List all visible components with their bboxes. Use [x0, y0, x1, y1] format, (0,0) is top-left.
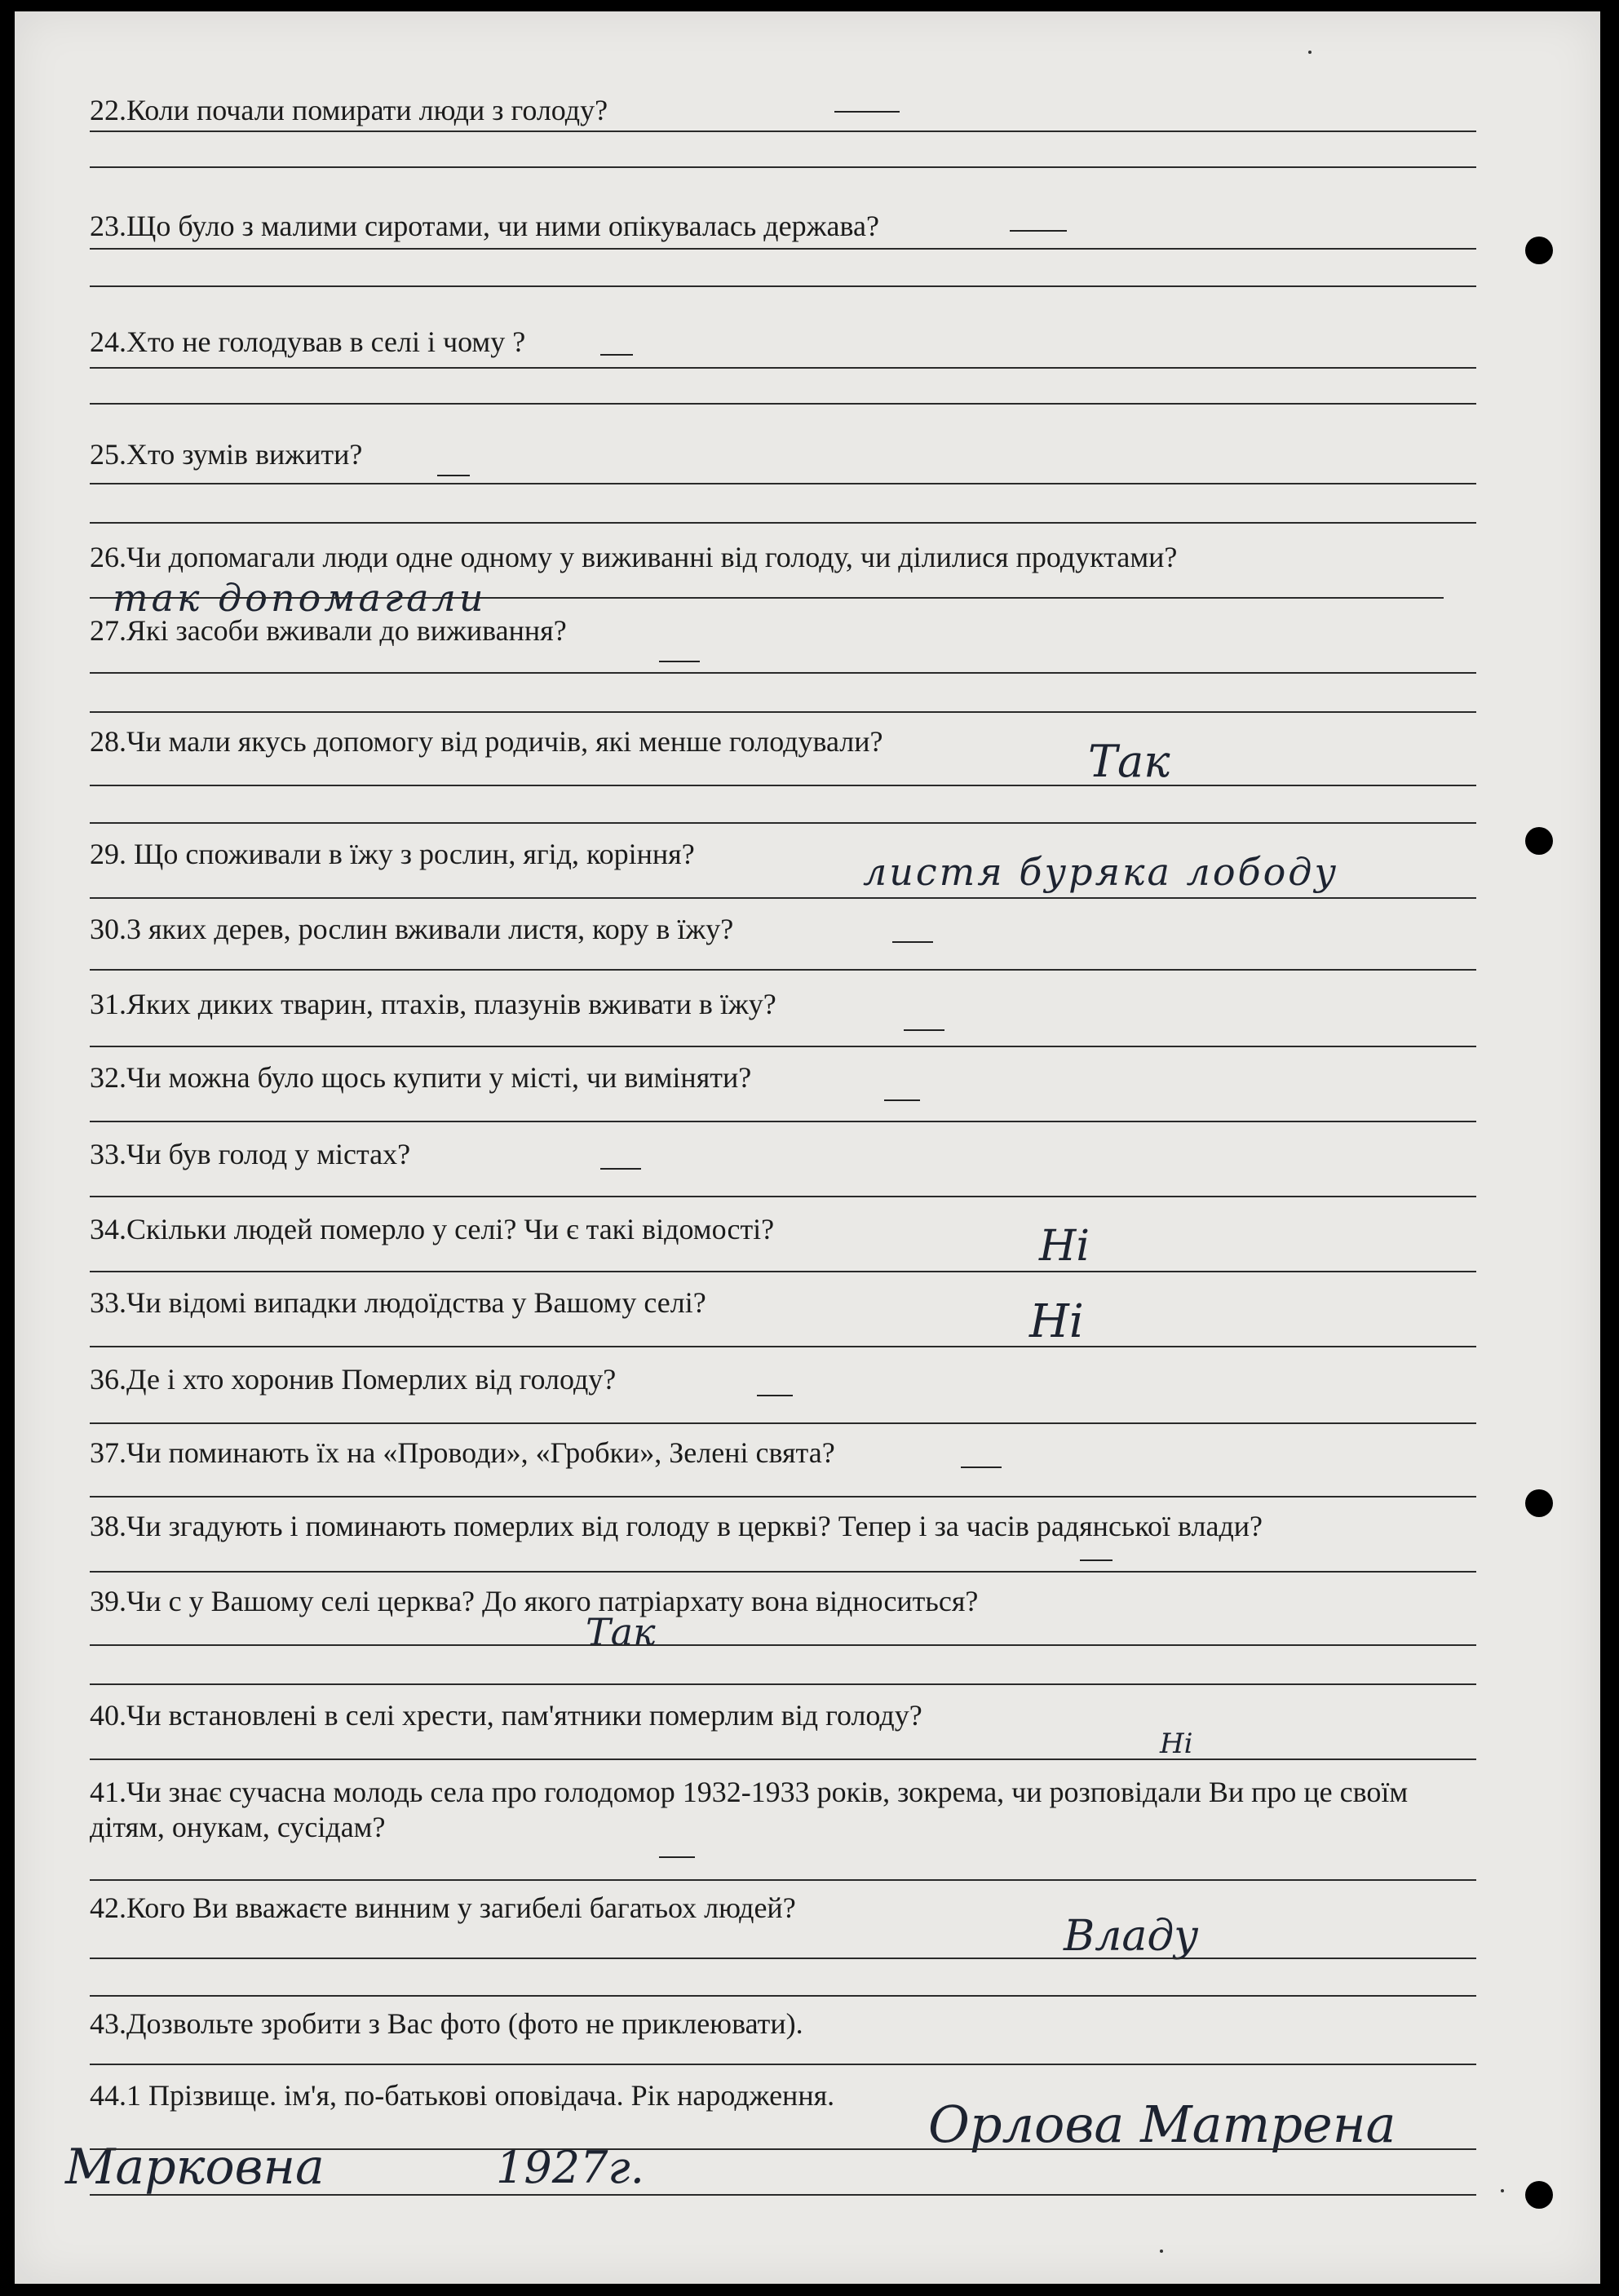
answer-line — [90, 1758, 1476, 1760]
paper-speck — [1160, 2250, 1163, 2253]
answer-line — [90, 897, 1476, 899]
answer-line — [90, 1644, 1476, 1646]
paper-speck — [1308, 51, 1312, 54]
question-31: 31.Яких диких тварин, птахів, плазунів вживати в їжу? — [90, 988, 776, 1020]
answer-line — [90, 597, 1444, 599]
blank-answer-dash — [884, 1099, 920, 1101]
question-43: 43.Дозвольте зробити з Вас фото (фото не приклеювати). — [90, 2007, 803, 2040]
answer-line — [90, 969, 1476, 971]
answer-line — [90, 2064, 1476, 2065]
answer-line — [90, 285, 1476, 287]
answer-29-handwritten: листя буряка лободу — [863, 850, 1339, 894]
answer-line — [90, 1422, 1476, 1424]
blank-answer-dash — [757, 1395, 793, 1396]
answer-44-patronymic-handwritten: Марковна — [65, 2139, 325, 2196]
answer-line — [90, 672, 1476, 674]
blank-answer-dash — [904, 1029, 944, 1031]
blank-answer-dash — [659, 661, 700, 662]
blank-answer-dash — [1080, 1559, 1113, 1561]
punch-hole — [1525, 1489, 1553, 1517]
answer-26-handwritten: так допомагали — [113, 576, 487, 620]
question-28: 28.Чи мали якусь допомогу від родичів, які менше голодували? — [90, 725, 883, 758]
answer-line — [90, 403, 1476, 405]
question-33: 33.Чи був голод у містах? — [90, 1138, 411, 1170]
question-36: 36.Де і хто хоронив Померлих від голоду? — [90, 1363, 617, 1396]
question-26: 26.Чи допомагали люди одне одному у виживанні від голоду, чи ділилися продуктами? — [90, 541, 1178, 573]
answer-40-handwritten: Ні — [1160, 1728, 1193, 1760]
answer-line — [90, 822, 1476, 824]
question-39: 39.Чи с у Вашому селі церква? До якого патріархату вона відноситься? — [90, 1585, 979, 1617]
questionnaire-page — [15, 11, 1600, 2284]
answer-line — [90, 367, 1476, 369]
answer-44-birth-year-handwritten: 1927г. — [496, 2142, 644, 2193]
answer-44-name-handwritten: Орлова Матрена — [928, 2095, 1396, 2154]
answer-line — [90, 1571, 1476, 1573]
blank-answer-dash — [834, 111, 900, 113]
question-24: 24.Хто не голодував в селі і чому ? — [90, 325, 526, 358]
answer-line — [90, 2148, 1476, 2150]
blank-answer-dash — [600, 1168, 641, 1170]
answer-line — [90, 1879, 1476, 1881]
question-30: 30.3 яких дерев, рослин вживали листя, кору в їжу? — [90, 913, 734, 945]
question-38: 38.Чи згадують і поминають померлих від голоду в церкві? Тепер і за часів радянської влади? — [90, 1510, 1263, 1542]
question-22: 22.Коли почали помирати люди з голоду? — [90, 94, 608, 126]
answer-line — [90, 1958, 1476, 1959]
question-27: 27.Які засоби вживали до виживання? — [90, 614, 567, 647]
blank-answer-dash — [961, 1467, 1002, 1468]
question-37: 37.Чи поминають їх на «Проводи», «Гробки», Зелені свята? — [90, 1436, 835, 1469]
answer-line — [90, 1046, 1476, 1047]
blank-answer-dash — [659, 1856, 695, 1858]
answer-34-handwritten: Ні — [1039, 1222, 1090, 1271]
blank-answer-dash — [1010, 230, 1067, 232]
question-34: 34.Скільки людей померло у селі? Чи є такі відомості? — [90, 1213, 775, 1245]
answer-line — [90, 166, 1476, 168]
paper-speck — [1501, 2189, 1504, 2192]
answer-28-handwritten: Так — [1088, 736, 1170, 787]
answer-line — [90, 522, 1476, 524]
answer-line — [90, 711, 1476, 713]
question-25: 25.Хто зумів вижити? — [90, 438, 363, 471]
punch-hole — [1525, 2181, 1553, 2209]
answer-line — [90, 248, 1476, 250]
question-42: 42.Кого Ви вважаєте винним у загибелі багатьох людей? — [90, 1891, 796, 1924]
answer-line — [90, 131, 1476, 132]
answer-line — [90, 1496, 1476, 1497]
question-29: 29. Що споживали в їжу з рослин, ягід, коріння? — [90, 838, 695, 870]
answer-line — [90, 1196, 1476, 1197]
answer-39-handwritten: Так — [586, 1610, 656, 1654]
blank-answer-dash — [892, 941, 933, 943]
question-44: 44.1 Прізвище. ім'я, по-батькові оповідача. Рік народження. — [90, 2079, 835, 2112]
blank-answer-dash — [600, 354, 633, 356]
answer-line — [90, 1271, 1476, 1272]
question-40: 40.Чи встановлені в селі хрести, пам'ятники померлим від голоду? — [90, 1699, 922, 1732]
answer-line — [90, 483, 1476, 484]
question-35: 33.Чи відомі випадки людоїдства у Вашому селі? — [90, 1286, 706, 1319]
answer-line — [90, 1995, 1476, 1997]
question-32: 32.Чи можна було щось купити у місті, чи виміняти? — [90, 1061, 752, 1094]
punch-hole — [1525, 237, 1553, 264]
answer-line — [90, 1346, 1476, 1347]
question-41: 41.Чи знає сучасна молодь села про голодомор 1932-1933 років, зокрема, чи розповідали Ви про це своїм дітям, онукам, сусідам? — [90, 1776, 1409, 1843]
question-23: 23.Що було з малими сиротами, чи ними опікувалась держава? — [90, 210, 879, 242]
answer-line — [90, 1121, 1476, 1122]
answer-line — [90, 785, 1476, 786]
blank-answer-dash — [437, 475, 470, 476]
answer-line — [90, 1683, 1476, 1685]
answer-42-handwritten: Владу — [1064, 1912, 1199, 1961]
punch-hole — [1525, 827, 1553, 855]
answer-35-handwritten: Ні — [1029, 1295, 1084, 1348]
answer-line — [90, 2194, 1476, 2196]
